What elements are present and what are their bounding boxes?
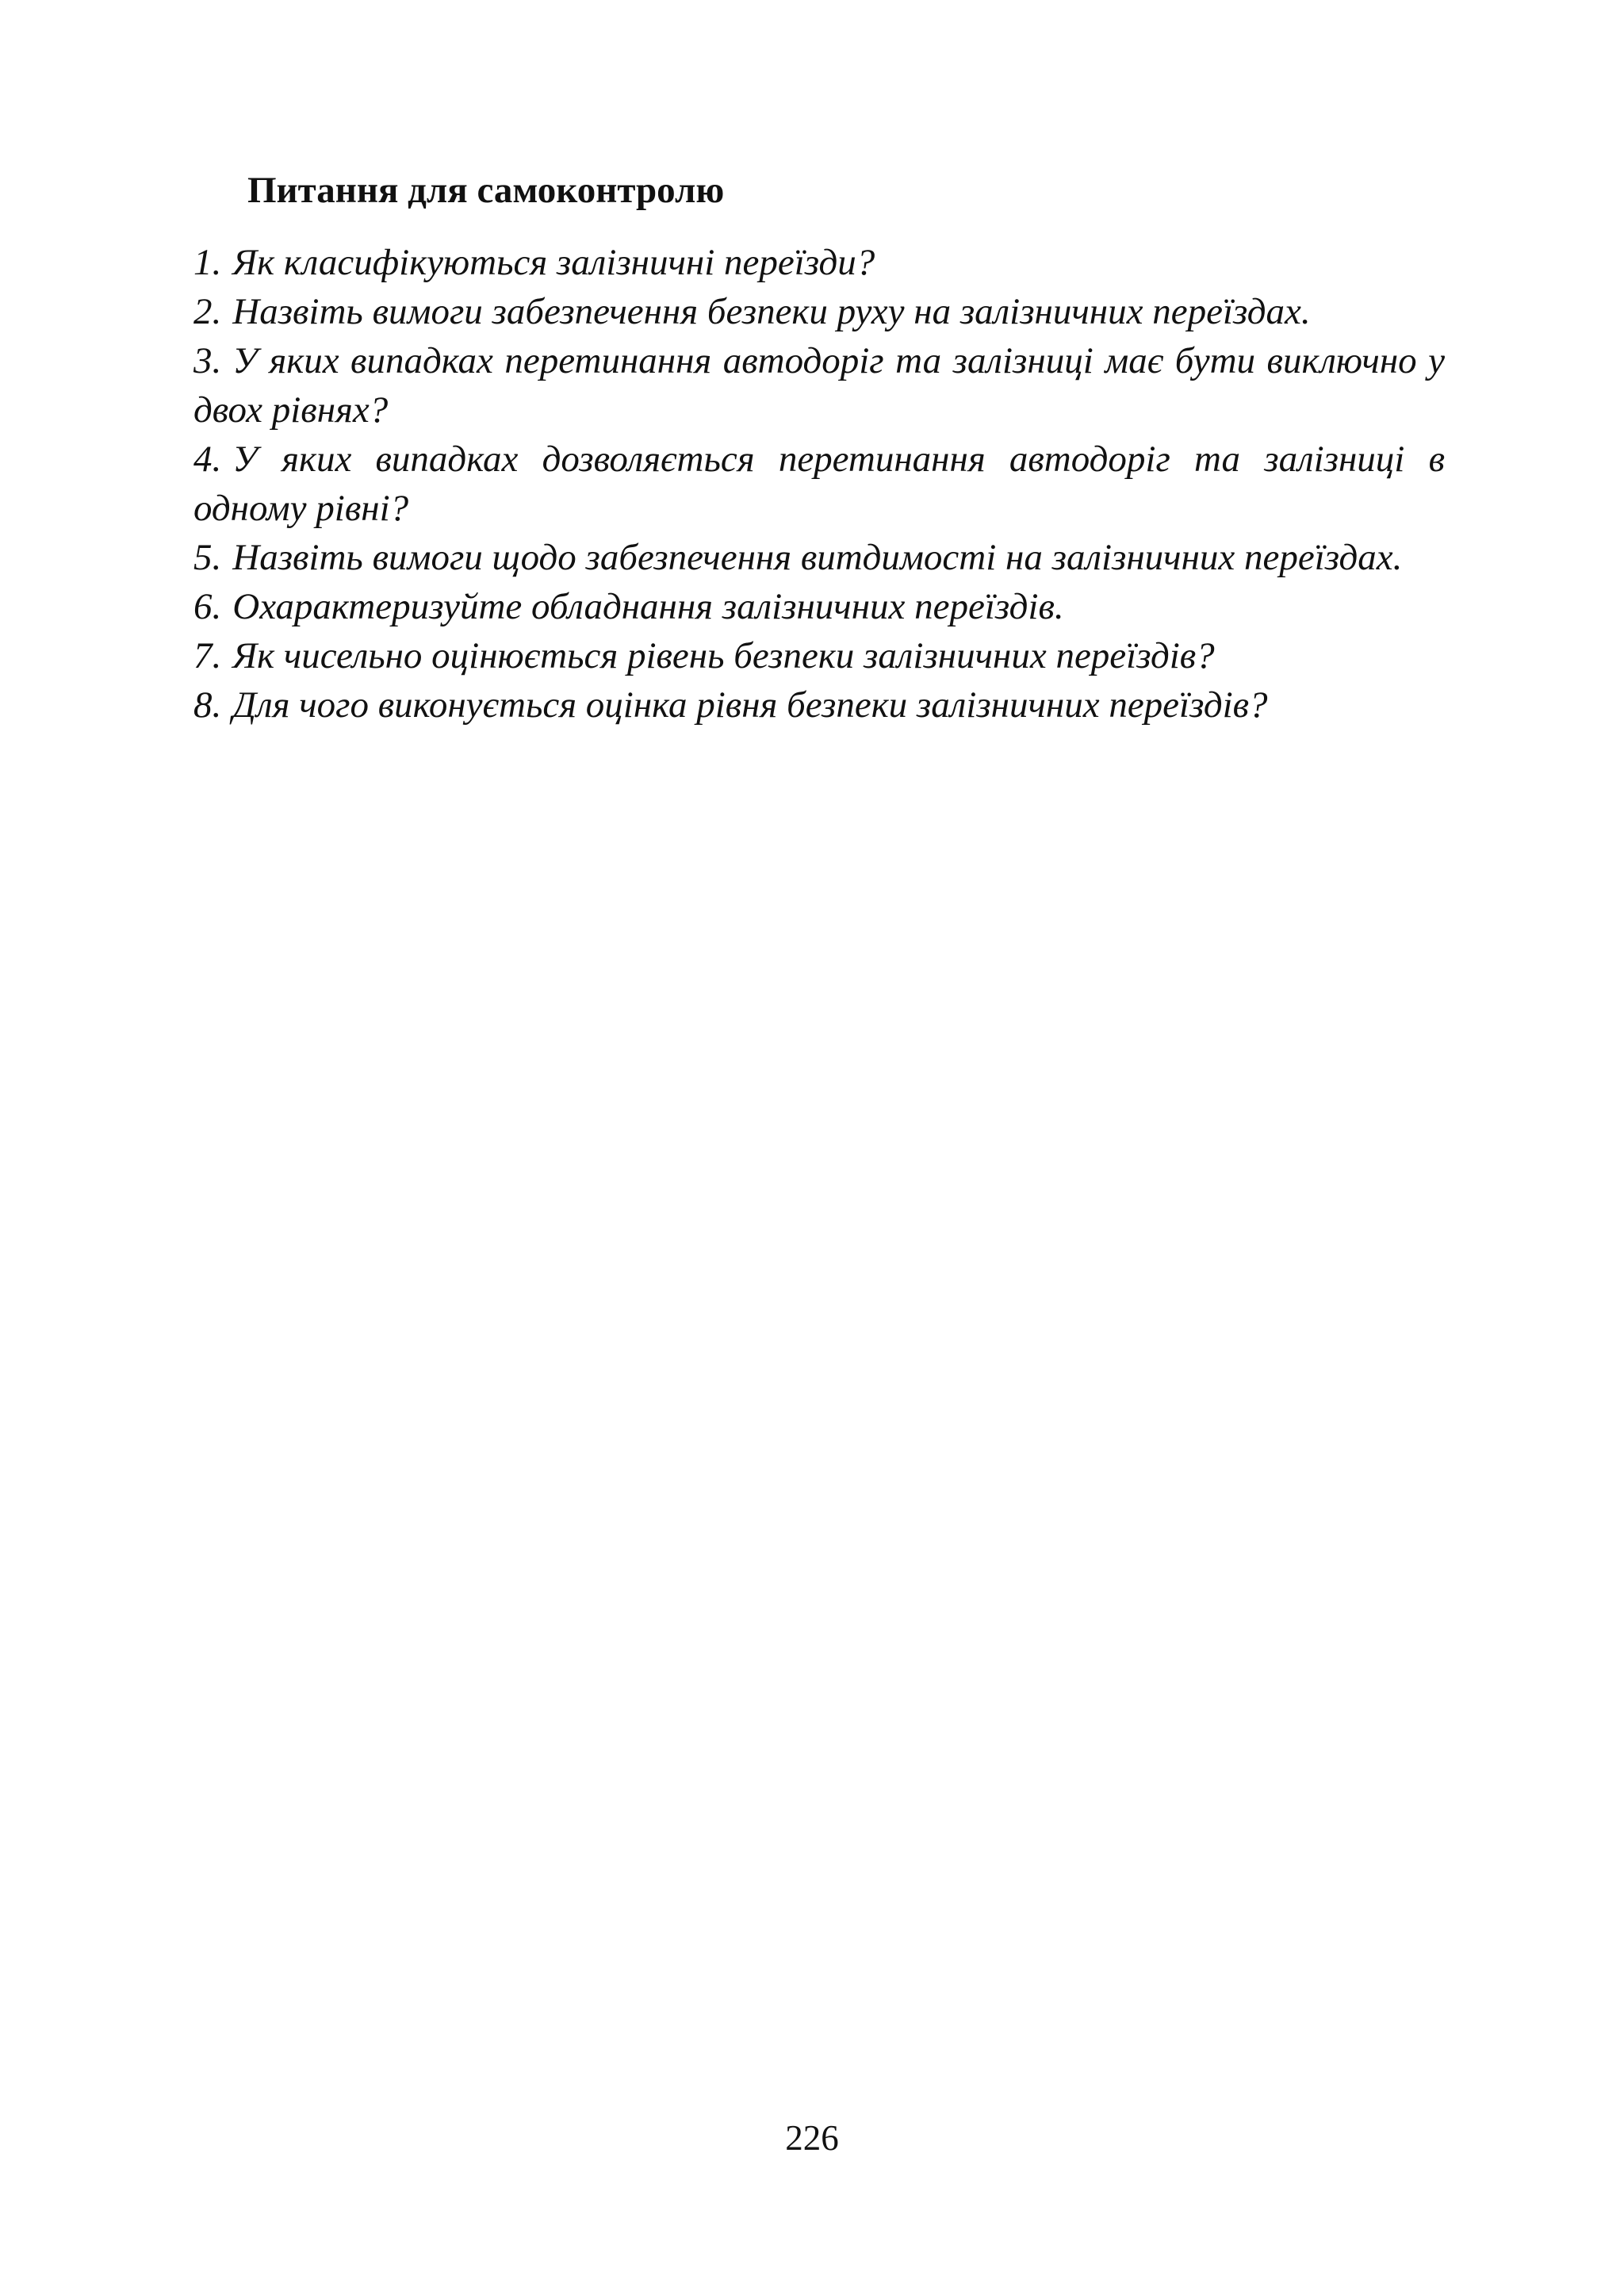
question-item [193,287,1445,336]
section-heading: Питання для самоконтролю [247,170,725,211]
questions-list [193,238,1445,730]
question-item [193,238,1445,287]
question-item [193,582,1445,631]
question-number: 8. [193,684,222,726]
question-number: 4. [193,439,222,480]
page-number: 226 [785,2118,839,2158]
question-item [193,435,1445,533]
question-text: Як класифікуються залізничні переїзди? [232,242,875,283]
question-number: 1. [193,242,222,283]
question-number: 3. [193,340,222,381]
question-number: 5. [193,537,222,578]
question-number: 2. [193,291,222,332]
question-text: У яких випадках перетинання автодоріг та залізниці має бути виключно у двох рівнях? [193,340,1445,431]
question-text: У яких випадках дозволяється перетинання автодоріг та залізниці в одному рівні? [193,439,1445,529]
question-item [193,631,1445,680]
question-item [193,336,1445,435]
question-text: Для чого виконується оцінка рівня безпеки залізничних переїздів? [232,684,1268,726]
question-item [193,533,1445,582]
question-item [193,680,1445,730]
question-text: Назвіть вимоги забезпечення безпеки руху на залізничних переїздах. [232,291,1311,332]
question-text: Охарактеризуйте обладнання залізничних переїздів. [232,586,1064,627]
question-text: Як чисельно оцінюється рівень безпеки залізничних переїздів? [232,635,1215,676]
question-number: 6. [193,586,222,627]
question-number: 7. [193,635,222,676]
question-text: Назвіть вимоги щодо забезпечення витдимості на залізничних переїздах. [232,537,1403,578]
